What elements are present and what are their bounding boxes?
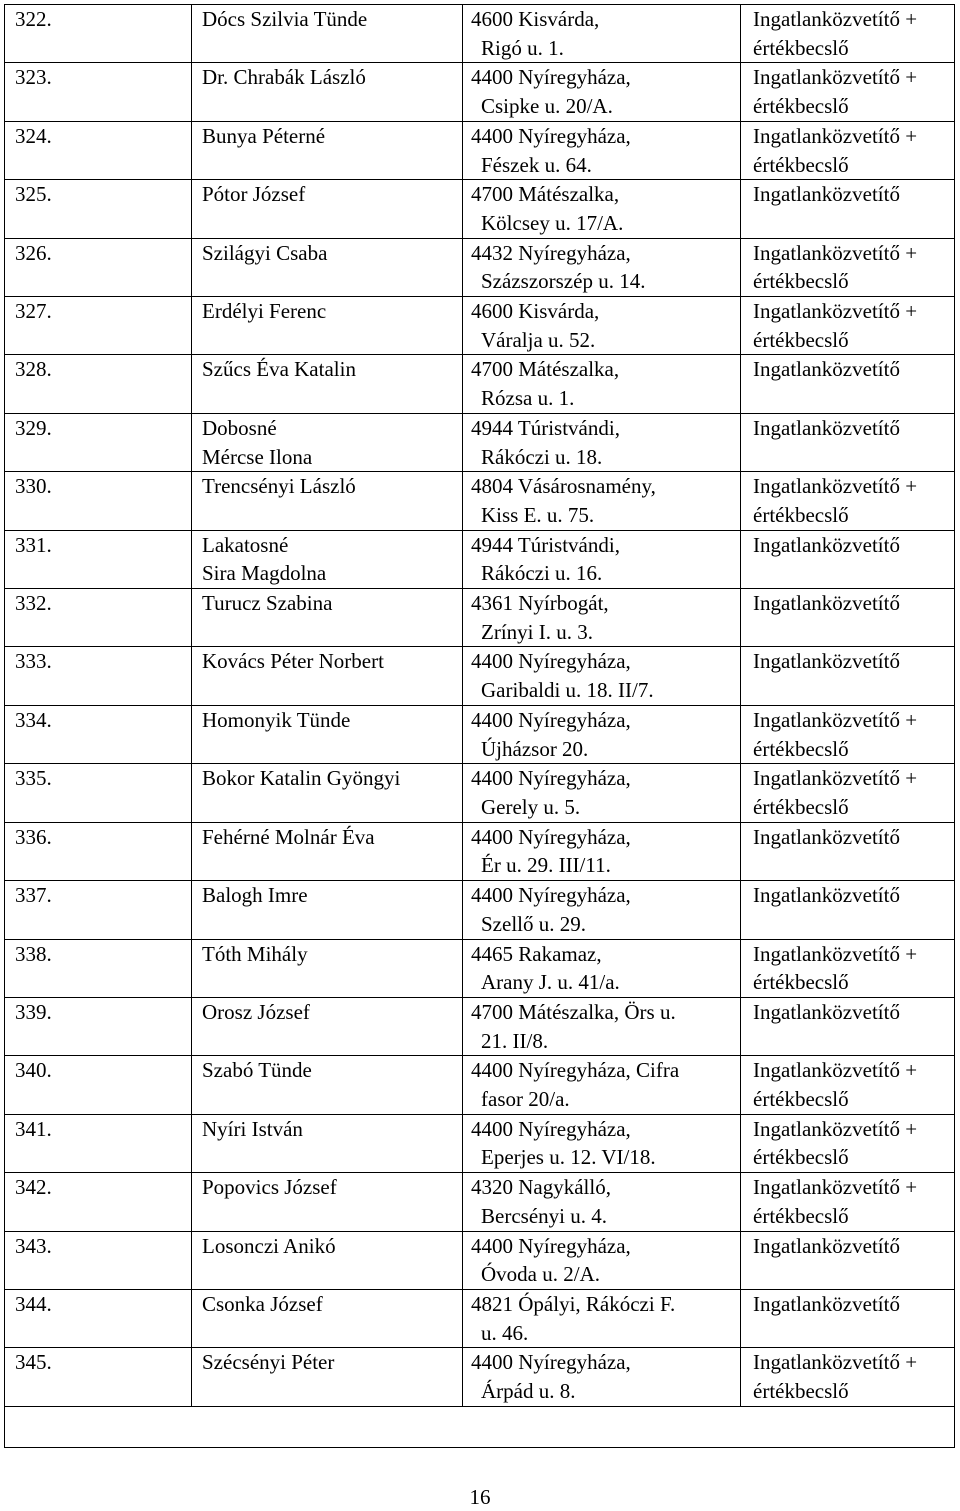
address-line: 4465 Rakamaz, xyxy=(471,941,602,966)
table-row xyxy=(5,1289,955,1347)
row-number-cell xyxy=(5,1056,192,1114)
name-line: Szécsényi Péter xyxy=(202,1350,335,1375)
row-number-cell xyxy=(5,1231,192,1289)
activity-line: Ingatlanközvetítő xyxy=(753,999,900,1024)
address-line: Zrínyi I. u. 3. xyxy=(481,619,593,644)
table-row xyxy=(5,939,955,997)
activity-cell xyxy=(741,238,955,296)
address-line: Kölcsey u. 17/A. xyxy=(481,210,624,235)
address-line: Váralja u. 52. xyxy=(481,327,596,352)
name-cell xyxy=(192,238,463,296)
address-cell xyxy=(463,589,741,647)
name-line: Tóth Mihály xyxy=(202,941,308,966)
table-row xyxy=(5,5,955,63)
activity-line: Ingatlanközvetítő xyxy=(753,532,900,557)
name-cell xyxy=(192,1289,463,1347)
activity-line: Ingatlanközvetítő + xyxy=(753,474,918,499)
address-cell xyxy=(463,355,741,413)
name-cell xyxy=(192,705,463,763)
name-cell xyxy=(192,472,463,530)
registry-table xyxy=(4,4,955,1448)
activity-line: Ingatlanközvetítő + xyxy=(753,7,918,31)
address-cell xyxy=(463,1114,741,1172)
activity-line: értékbecslő xyxy=(753,35,849,60)
table-row xyxy=(5,238,955,296)
address-line: Újházsor 20. xyxy=(481,736,589,761)
address-cell xyxy=(463,705,741,763)
name-cell xyxy=(192,881,463,939)
name-line: Dobosné xyxy=(202,415,277,440)
row-number-cell xyxy=(5,1114,192,1172)
row-number: 325. xyxy=(15,182,52,207)
page-number: 16 xyxy=(469,1485,491,1509)
address-line: Fészek u. 64. xyxy=(481,152,592,177)
address-cell xyxy=(463,180,741,238)
row-number: 324. xyxy=(15,123,52,148)
address-cell xyxy=(463,764,741,822)
name-line: Sira Magdolna xyxy=(202,561,327,586)
activity-line: Ingatlanközvetítő xyxy=(753,415,900,440)
table-row xyxy=(5,997,955,1055)
address-cell xyxy=(463,1173,741,1231)
activity-line: Ingatlanközvetítő + xyxy=(753,240,918,265)
address-line: Csipke u. 20/A. xyxy=(481,94,613,119)
activity-line: Ingatlanközvetítő xyxy=(753,182,900,207)
activity-cell xyxy=(741,1173,955,1231)
activity-cell xyxy=(741,180,955,238)
activity-line: Ingatlanközvetítő + xyxy=(753,941,918,966)
name-cell xyxy=(192,764,463,822)
name-cell xyxy=(192,997,463,1055)
address-line: 4400 Nyíregyháza, xyxy=(471,65,631,90)
name-cell xyxy=(192,121,463,179)
address-line: 4432 Nyíregyháza, xyxy=(471,240,631,265)
address-line: Rákóczi u. 18. xyxy=(481,444,603,469)
address-line: 4400 Nyíregyháza, xyxy=(471,883,631,908)
row-number-cell xyxy=(5,1289,192,1347)
name-cell xyxy=(192,1173,463,1231)
activity-line: Ingatlanközvetítő + xyxy=(753,1058,918,1083)
row-number: 336. xyxy=(15,824,52,849)
name-line: Szűcs Éva Katalin xyxy=(202,357,356,382)
row-number: 344. xyxy=(15,1291,52,1316)
address-line: Százszorszép u. 14. xyxy=(481,269,646,294)
name-cell xyxy=(192,1114,463,1172)
address-line: 4600 Kisvárda, xyxy=(471,299,600,324)
row-number: 333. xyxy=(15,649,52,674)
name-line: Bunya Péterné xyxy=(202,123,326,148)
address-line: fasor 20/a. xyxy=(481,1087,570,1112)
activity-line: értékbecslő xyxy=(753,327,849,352)
name-line: Pótor József xyxy=(202,182,306,207)
address-line: Ér u. 29. III/11. xyxy=(481,853,611,878)
activity-line: Ingatlanközvetítő xyxy=(753,591,900,616)
name-line: Balogh Imre xyxy=(202,883,308,908)
address-line: 4700 Mátészalka, xyxy=(471,182,620,207)
row-number: 326. xyxy=(15,240,52,265)
address-line: Szellő u. 29. xyxy=(481,911,586,936)
activity-cell xyxy=(741,121,955,179)
address-line: 4700 Mátészalka, xyxy=(471,357,620,382)
row-number: 343. xyxy=(15,1233,52,1258)
address-line: 4821 Ópályi, Rákóczi F. xyxy=(471,1291,676,1316)
name-cell xyxy=(192,413,463,471)
address-line: u. 46. xyxy=(481,1320,529,1345)
name-cell xyxy=(192,5,463,63)
name-line: Trencsényi László xyxy=(202,474,356,499)
activity-cell xyxy=(741,822,955,880)
row-number: 342. xyxy=(15,1175,52,1200)
row-number-cell xyxy=(5,355,192,413)
activity-cell xyxy=(741,472,955,530)
address-cell xyxy=(463,1231,741,1289)
table-row xyxy=(5,647,955,705)
address-line: Gerely u. 5. xyxy=(481,794,581,819)
row-number-cell xyxy=(5,63,192,121)
row-number-cell xyxy=(5,881,192,939)
address-cell xyxy=(463,472,741,530)
row-number-cell xyxy=(5,238,192,296)
row-number-cell xyxy=(5,939,192,997)
row-number: 339. xyxy=(15,999,52,1024)
address-line: Bercsényi u. 4. xyxy=(481,1203,607,1228)
row-number-cell xyxy=(5,997,192,1055)
activity-line: értékbecslő xyxy=(753,1379,849,1404)
address-line: Eperjes u. 12. VI/18. xyxy=(481,1145,656,1170)
row-number-cell xyxy=(5,705,192,763)
address-cell xyxy=(463,63,741,121)
name-line: Turucz Szabina xyxy=(202,591,333,616)
row-number-cell xyxy=(5,530,192,588)
name-line: Losonczi Anikó xyxy=(202,1233,336,1258)
name-cell xyxy=(192,355,463,413)
name-line: Bokor Katalin Gyöngyi xyxy=(202,766,401,791)
table-row xyxy=(5,180,955,238)
name-line: Homonyik Tünde xyxy=(202,707,351,732)
name-line: Szabó Tünde xyxy=(202,1058,312,1083)
activity-line: Ingatlanközvetítő + xyxy=(753,1175,918,1200)
address-line: 4320 Nagykálló, xyxy=(471,1175,611,1200)
address-cell xyxy=(463,5,741,63)
activity-line: Ingatlanközvetítő xyxy=(753,1291,900,1316)
address-line: 4400 Nyíregyháza, xyxy=(471,824,631,849)
name-cell xyxy=(192,530,463,588)
address-line: Óvoda u. 2/A. xyxy=(481,1262,600,1287)
address-line: 4700 Mátészalka, Örs u. xyxy=(471,999,676,1024)
name-cell xyxy=(192,1348,463,1406)
activity-cell xyxy=(741,764,955,822)
address-line: Rózsa u. 1. xyxy=(481,386,575,411)
address-cell xyxy=(463,297,741,355)
table-row xyxy=(5,764,955,822)
activity-line: értékbecslő xyxy=(753,1145,849,1170)
row-number-cell xyxy=(5,1173,192,1231)
address-line: Rákóczi u. 16. xyxy=(481,561,603,586)
activity-line: Ingatlanközvetítő xyxy=(753,824,900,849)
name-line: Dócs Szilvia Tünde xyxy=(202,7,368,31)
row-number: 335. xyxy=(15,766,52,791)
row-number: 329. xyxy=(15,415,52,440)
row-number: 331. xyxy=(15,532,52,557)
table-row xyxy=(5,705,955,763)
address-line: Árpád u. 8. xyxy=(481,1379,576,1404)
activity-cell xyxy=(741,589,955,647)
name-line: Csonka József xyxy=(202,1291,323,1316)
address-line: 4400 Nyíregyháza, xyxy=(471,649,631,674)
row-number: 327. xyxy=(15,299,52,324)
table-row xyxy=(5,297,955,355)
activity-line: Ingatlanközvetítő xyxy=(753,357,900,382)
document-page xyxy=(4,4,955,1448)
activity-cell xyxy=(741,1114,955,1172)
row-number: 328. xyxy=(15,357,52,382)
activity-cell xyxy=(741,297,955,355)
activity-line: Ingatlanközvetítő + xyxy=(753,123,918,148)
row-number: 337. xyxy=(15,883,52,908)
name-line: Szilágyi Csaba xyxy=(202,240,328,265)
address-line: 4361 Nyírbogát, xyxy=(471,591,609,616)
activity-line: értékbecslő xyxy=(753,736,849,761)
address-cell xyxy=(463,1289,741,1347)
table-row xyxy=(5,1114,955,1172)
address-cell xyxy=(463,647,741,705)
name-line: Mércse Ilona xyxy=(202,444,313,469)
name-line: Orosz József xyxy=(202,999,310,1024)
activity-line: Ingatlanközvetítő + xyxy=(753,707,918,732)
activity-cell xyxy=(741,1056,955,1114)
name-line: Fehérné Molnár Éva xyxy=(202,824,375,849)
name-line: Kovács Péter Norbert xyxy=(202,649,384,674)
activity-line: Ingatlanközvetítő + xyxy=(753,766,918,791)
activity-line: Ingatlanközvetítő xyxy=(753,883,900,908)
address-cell xyxy=(463,413,741,471)
activity-cell xyxy=(741,997,955,1055)
activity-cell xyxy=(741,1231,955,1289)
activity-cell xyxy=(741,647,955,705)
activity-cell xyxy=(741,355,955,413)
name-cell xyxy=(192,297,463,355)
address-line: Kiss E. u. 75. xyxy=(481,502,595,527)
address-cell xyxy=(463,121,741,179)
table-row xyxy=(5,589,955,647)
address-line: 4400 Nyíregyháza, xyxy=(471,1350,631,1375)
table-row xyxy=(5,472,955,530)
row-number-cell xyxy=(5,180,192,238)
address-cell xyxy=(463,530,741,588)
row-number-cell xyxy=(5,764,192,822)
activity-line: Ingatlanközvetítő + xyxy=(753,299,918,324)
row-number: 338. xyxy=(15,941,52,966)
row-number: 341. xyxy=(15,1116,52,1141)
name-line: Lakatosné xyxy=(202,532,289,557)
address-line: 4600 Kisvárda, xyxy=(471,7,600,31)
table-row xyxy=(5,63,955,121)
name-cell xyxy=(192,1056,463,1114)
address-cell xyxy=(463,1348,741,1406)
address-cell xyxy=(463,238,741,296)
activity-cell xyxy=(741,63,955,121)
activity-cell xyxy=(741,1348,955,1406)
activity-cell xyxy=(741,5,955,63)
address-line: 4400 Nyíregyháza, xyxy=(471,123,631,148)
activity-line: értékbecslő xyxy=(753,502,849,527)
address-line: 4944 Túristvándi, xyxy=(471,415,620,440)
name-cell xyxy=(192,589,463,647)
activity-line: értékbecslő xyxy=(753,269,849,294)
name-line: Dr. Chrabák László xyxy=(202,65,366,90)
address-line: 4400 Nyíregyháza, xyxy=(471,1233,631,1258)
table-row xyxy=(5,822,955,880)
address-line: Arany J. u. 41/a. xyxy=(481,970,620,995)
activity-line: Ingatlanközvetítő + xyxy=(753,1350,918,1375)
row-number-cell xyxy=(5,589,192,647)
table-row xyxy=(5,881,955,939)
name-cell xyxy=(192,822,463,880)
activity-line: Ingatlanközvetítő xyxy=(753,649,900,674)
address-line: 4804 Vásárosnamény, xyxy=(471,474,656,499)
activity-line: értékbecslő xyxy=(753,1087,849,1112)
row-number-cell xyxy=(5,472,192,530)
address-cell xyxy=(463,1056,741,1114)
address-cell xyxy=(463,881,741,939)
address-line: Garibaldi u. 18. II/7. xyxy=(481,678,654,703)
activity-line: Ingatlanközvetítő xyxy=(753,1233,900,1258)
address-line: 4400 Nyíregyháza, xyxy=(471,707,631,732)
row-number: 330. xyxy=(15,474,52,499)
address-line: 4400 Nyíregyháza, xyxy=(471,766,631,791)
name-cell xyxy=(192,180,463,238)
name-line: Nyíri István xyxy=(202,1116,303,1141)
activity-line: Ingatlanközvetítő + xyxy=(753,65,918,90)
activity-line: értékbecslő xyxy=(753,1203,849,1228)
address-line: 4400 Nyíregyháza, xyxy=(471,1116,631,1141)
name-cell xyxy=(192,647,463,705)
row-number: 345. xyxy=(15,1350,52,1375)
address-line: Rigó u. 1. xyxy=(481,35,564,60)
activity-line: értékbecslő xyxy=(753,794,849,819)
row-number: 332. xyxy=(15,591,52,616)
activity-line: értékbecslő xyxy=(753,94,849,119)
table-row xyxy=(5,355,955,413)
activity-cell xyxy=(741,413,955,471)
address-cell xyxy=(463,997,741,1055)
row-number-cell xyxy=(5,822,192,880)
name-cell xyxy=(192,1231,463,1289)
table-row xyxy=(5,413,955,471)
address-line: 4944 Túristvándi, xyxy=(471,532,620,557)
activity-cell xyxy=(741,1289,955,1347)
activity-line: értékbecslő xyxy=(753,970,849,995)
table-row xyxy=(5,121,955,179)
row-number: 334. xyxy=(15,707,52,732)
activity-line: Ingatlanközvetítő + xyxy=(753,1116,918,1141)
activity-line: értékbecslő xyxy=(753,152,849,177)
row-number-cell xyxy=(5,297,192,355)
activity-cell xyxy=(741,530,955,588)
table-row xyxy=(5,1056,955,1114)
table-row xyxy=(5,1173,955,1231)
row-number: 323. xyxy=(15,65,52,90)
activity-cell xyxy=(741,939,955,997)
table-bottom-space xyxy=(5,1406,955,1447)
name-line: Erdélyi Ferenc xyxy=(202,299,327,324)
row-number-cell xyxy=(5,413,192,471)
address-cell xyxy=(463,939,741,997)
name-cell xyxy=(192,63,463,121)
table-row xyxy=(5,530,955,588)
table-row xyxy=(5,1231,955,1289)
table-row xyxy=(5,1348,955,1406)
row-number: 322. xyxy=(15,7,52,31)
row-number: 340. xyxy=(15,1058,52,1083)
row-number-cell xyxy=(5,121,192,179)
address-line: 4400 Nyíregyháza, Cifra xyxy=(471,1058,680,1083)
name-line: Popovics József xyxy=(202,1175,337,1200)
row-number-cell xyxy=(5,1348,192,1406)
empty-cell xyxy=(5,1406,955,1447)
name-cell xyxy=(192,939,463,997)
row-number-cell xyxy=(5,647,192,705)
row-number-cell xyxy=(5,5,192,63)
address-cell xyxy=(463,822,741,880)
activity-cell xyxy=(741,881,955,939)
address-line: 21. II/8. xyxy=(481,1028,549,1053)
registry-table-body xyxy=(5,5,955,1448)
activity-cell xyxy=(741,705,955,763)
